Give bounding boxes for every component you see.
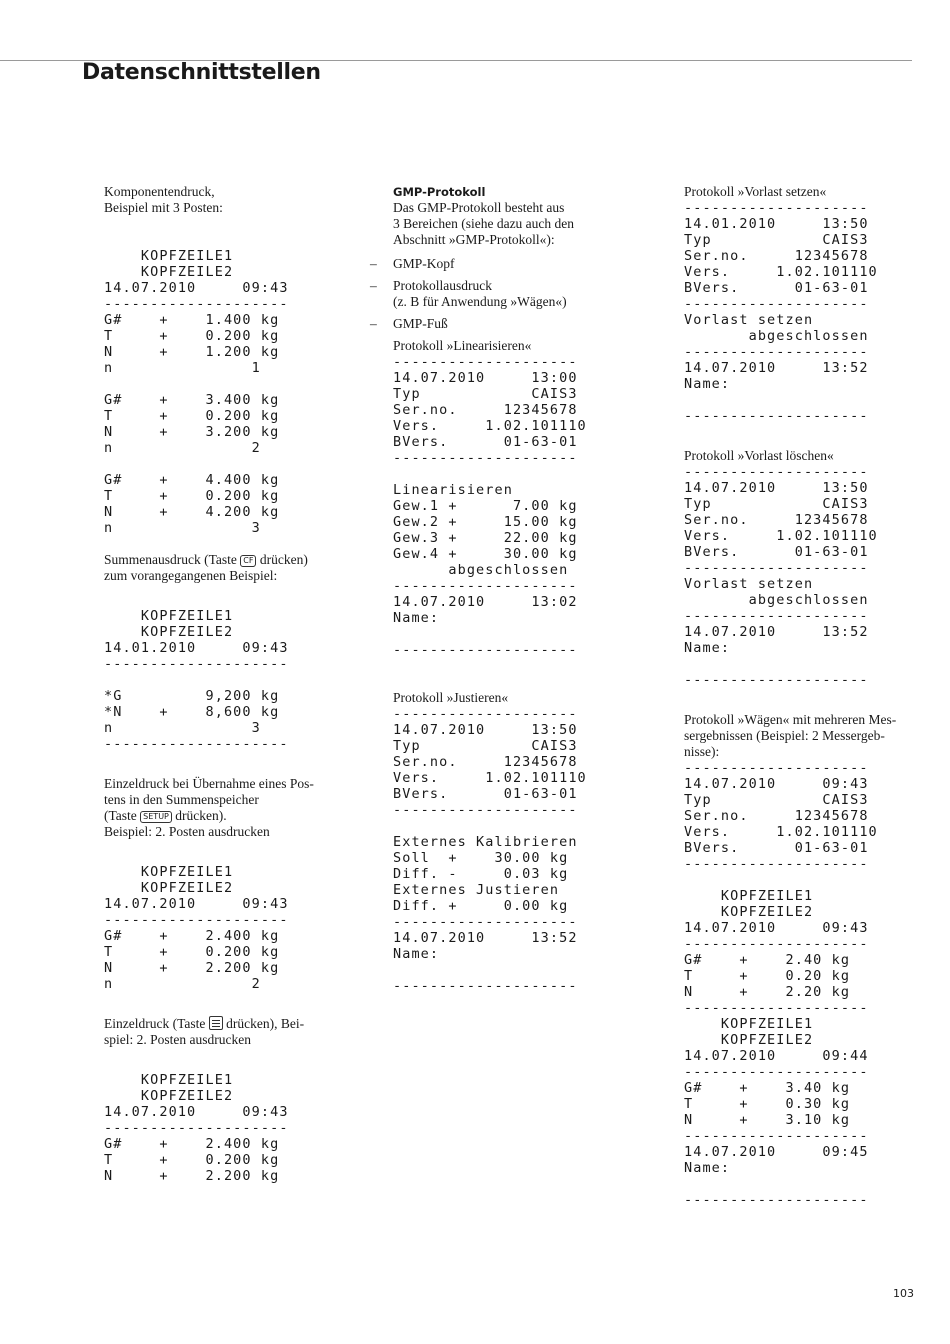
vs-title: Protokoll »Vorlast setzen« [684,184,827,199]
single1-line-1: Einzeldruck bei Übernahme eines Pos- [104,776,314,791]
sum-caption-pre: Summenausdruck (Taste [104,552,237,567]
gmp-list [370,256,610,332]
gmp-heading: GMP-Protokoll [393,185,486,199]
sum-caption-line-2: zum vorangegangenen Beispiel: [104,568,278,583]
printout-linearisieren: -------------------- 14.07.2010 13:00 Typ CAIS3 Ser.no. 12345678 Vers. 1.02.101110 BVers. 01-63-01 -------------------- Linearisieren Gew.1 + 7.00 kg Gew.2 + 15.00 kg Gew.3 + 22.00 kg Gew.4 + 30.00 kg abgeschlossen -------------------- 14.07.2010 13:02 Name: -------------------- [393,354,587,658]
setup-key-icon: SETUP [140,811,172,823]
list-item: – GMP-Kopf [370,256,455,271]
column-middle [370,184,610,994]
wm-title-1: Protokoll »Wägen« mit mehreren Mes- [684,712,897,727]
list-item: – GMP-Fuß [370,316,448,331]
intro-line-1: Komponentendruck, [104,184,215,199]
printout-sum: KOPFZEILE1 KOPFZEILE2 14.01.2010 09:43 -------------------- *G 9,200 kg *N + 8,600 kg n 3 -------------------- [104,608,289,752]
page-number: 103 [893,1287,914,1300]
sum-caption-line-1 [104,552,344,568]
printout-single-2: KOPFZEILE1 KOPFZEILE2 14.07.2010 09:43 -------------------- G# + 2.400 kg T + 0.200 kg N + 2.200 kg [104,1072,289,1184]
vl-title: Protokoll »Vorlast löschen« [684,448,834,463]
lin-title: Protokoll »Linearisieren« [393,338,532,353]
single2-line-2: spiel: 2. Posten ausdrucken [104,1032,251,1047]
jus-title: Protokoll »Justieren« [393,690,509,705]
gmp-intro-3: Abschnitt »GMP-Protokoll«): [393,232,555,247]
cf-key-icon: CF [240,555,256,567]
wm-title-2: sergebnissen (Beispiel: 2 Messergeb- [684,728,885,743]
single1-post: drücken). [175,808,227,823]
intro-line-2: Beispiel mit 3 Posten: [104,200,223,215]
single1-line-3 [104,808,344,824]
single1-line-2: tens in den Summenspeicher [104,792,259,807]
page-title: Datenschnittstellen [82,60,321,85]
column-left [104,184,344,1184]
print-key-icon [209,1016,223,1030]
single2-pre: Einzeldruck (Taste [104,1016,206,1031]
printout-vorlast-setzen: -------------------- 14.01.2010 13:50 Typ CAIS3 Ser.no. 12345678 Vers. 1.02.101110 BVers. 01-63-01 -------------------- Vorlast setzen abgeschlossen -------------------- 14.07.2010 13:52 Name: -------------------- [684,200,878,424]
list-item: – Protokollausdruck (z. B für Anwendung »Wägen«) [370,278,567,309]
printout-single-1: KOPFZEILE1 KOPFZEILE2 14.07.2010 09:43 -------------------- G# + 2.400 kg T + 0.200 kg N + 2.200 kg n 2 [104,864,289,992]
gmp-intro-1: Das GMP-Protokoll besteht aus [393,200,565,215]
single2-line-1 [104,1016,344,1032]
sum-caption-post: drücken) [259,552,308,567]
single1-line-4: Beispiel: 2. Posten ausdrucken [104,824,270,839]
single2-post: drücken), Bei- [226,1016,305,1031]
printout-components: KOPFZEILE1 KOPFZEILE2 14.07.2010 09:43 -------------------- G# + 1.400 kg T + 0.200 kg N + 1.200 kg n 1 G# + 3.400 kg T + 0.200 kg N + 3.200 kg n 2 G# + 4.400 kg T + 0.200 kg N + 4.200 kg n 3 [104,248,289,536]
column-right [684,184,910,1208]
gmp-intro-2: 3 Bereichen (siehe dazu auch den [393,216,575,231]
printout-waegen: -------------------- 14.07.2010 09:43 Typ CAIS3 Ser.no. 12345678 Vers. 1.02.101110 BVers. 01-63-01 -------------------- KOPFZEILE1 KOPFZEILE2 14.07.2010 09:43 -------------------- G# + 2.40 kg T + 0.20 kg N + 2.20 kg -------------------- KOPFZEILE1 KOPFZEILE2 14.07.2010 09:44 -------------------- G# + 3.40 kg T + 0.30 kg N + 3.10 kg -------------------- 14.07.2010 09:45 Name: -------------------- [684,760,878,1208]
wm-title-3: nisse): [684,744,720,759]
printout-justieren: -------------------- 14.07.2010 13:50 Typ CAIS3 Ser.no. 12345678 Vers. 1.02.101110 BVers. 01-63-01 -------------------- Externes Kalibrieren Soll + 30.00 kg Diff. - 0.03 kg Externes Justieren Diff. + 0.00 kg -------------------- 14.07.2010 13:52 Name: -------------------- [393,706,587,994]
single1-pre: (Taste [104,808,137,823]
printout-vorlast-loeschen: -------------------- 14.07.2010 13:50 Typ CAIS3 Ser.no. 12345678 Vers. 1.02.101110 BVers. 01-63-01 -------------------- Vorlast setzen abgeschlossen -------------------- 14.07.2010 13:52 Name: -------------------- [684,464,878,688]
